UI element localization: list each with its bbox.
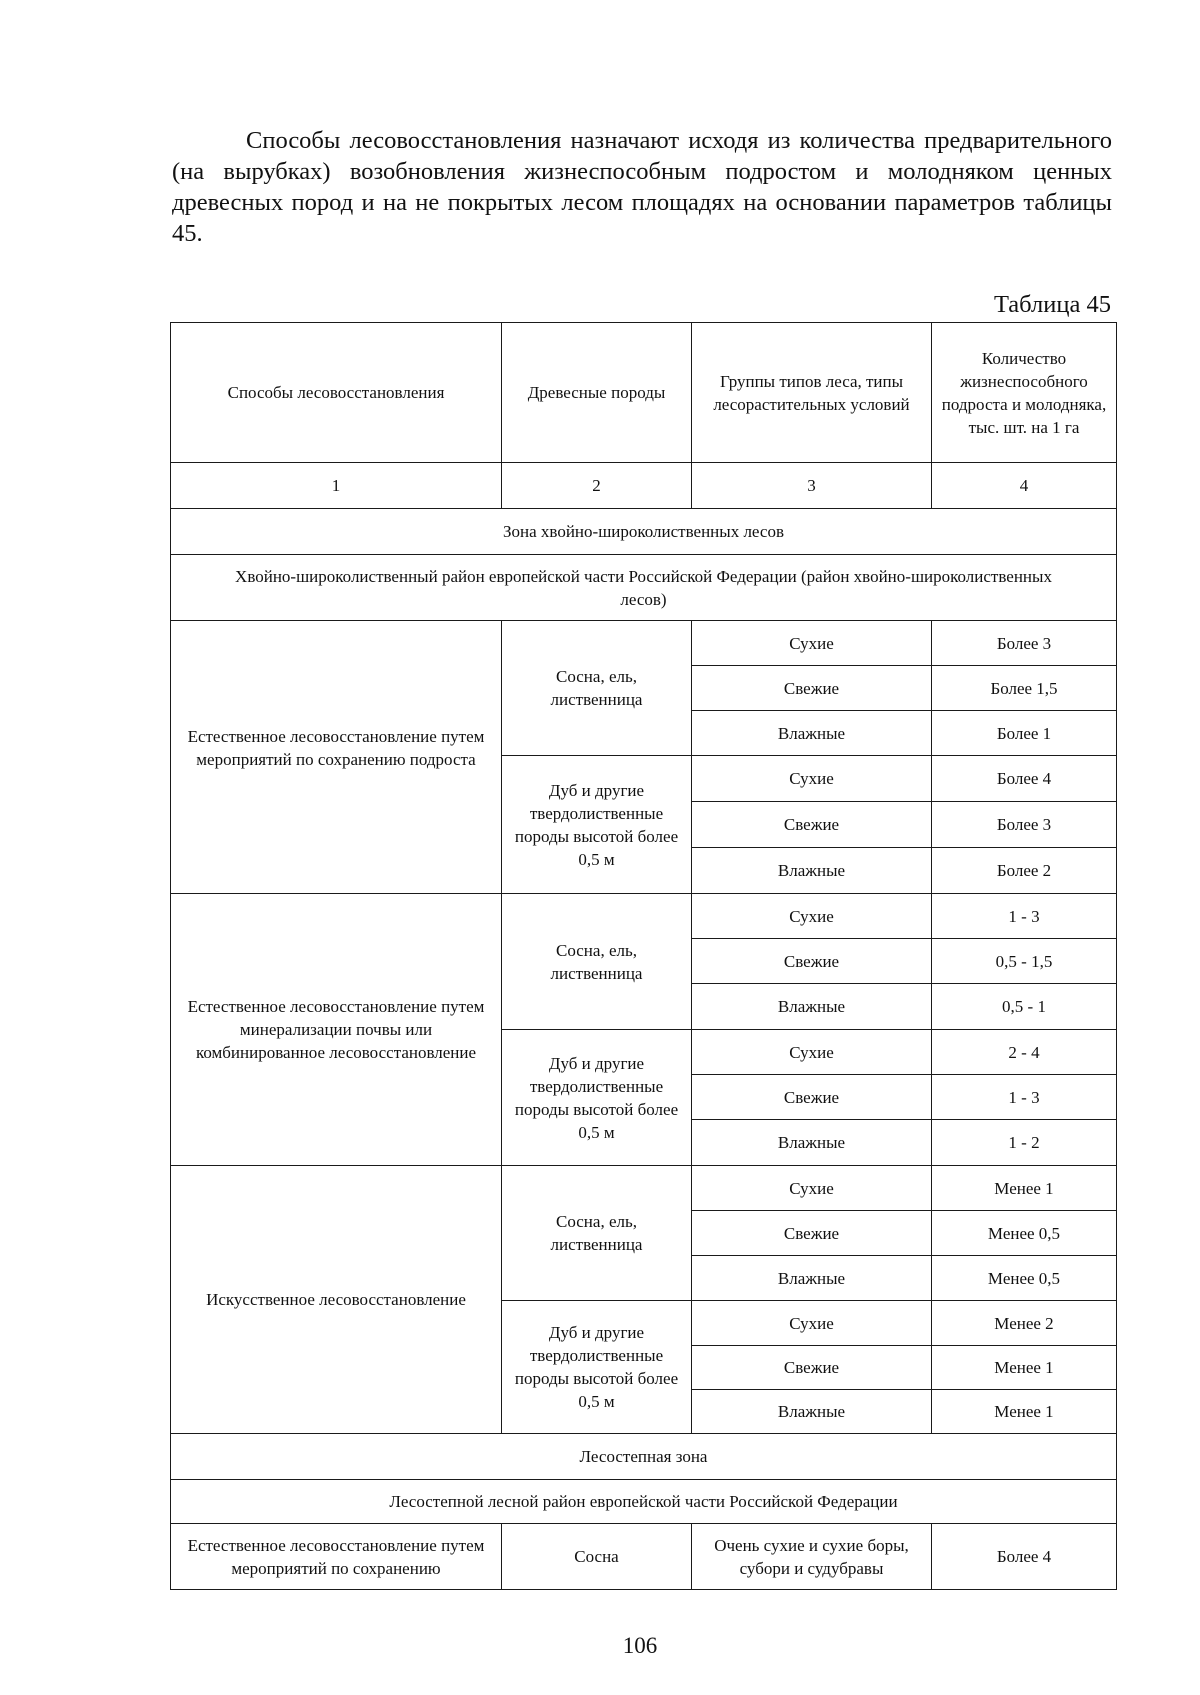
species-cell: Дуб и другие твердолиственные породы высотой более 0,5 м (502, 1030, 692, 1166)
page-number: 106 (622, 1633, 658, 1658)
condition-cell: Сухие (692, 756, 932, 802)
species-cell: Сосна (502, 1524, 692, 1590)
species-cell: Дуб и другие твердолиственные породы высотой более 0,5 м (502, 756, 692, 894)
species-cell: Сосна, ель, лиственница (502, 621, 692, 756)
amount-cell: Менее 1 (932, 1346, 1117, 1390)
condition-cell: Сухие (692, 1030, 932, 1075)
column-number: 1 (171, 463, 502, 509)
amount-cell: Более 3 (932, 802, 1117, 848)
condition-cell: Очень сухие и сухие боры, субори и судубравы (692, 1524, 932, 1590)
species-cell: Дуб и другие твердолиственные породы высотой более 0,5 м (502, 1301, 692, 1434)
zone-heading: Лесостепная зона (171, 1434, 1117, 1480)
condition-cell: Влажные (692, 848, 932, 894)
column-number: 2 (502, 463, 692, 509)
header-cell: Древесные породы (502, 323, 692, 463)
amount-cell: 0,5 - 1 (932, 984, 1117, 1030)
header-cell: Способы лесовосстановления (171, 323, 502, 463)
amount-cell: 1 - 3 (932, 1075, 1117, 1120)
species-cell: Сосна, ель, лиственница (502, 894, 692, 1030)
condition-cell: Влажные (692, 984, 932, 1030)
amount-cell: 1 - 2 (932, 1120, 1117, 1166)
condition-cell: Свежие (692, 802, 932, 848)
condition-cell: Сухие (692, 894, 932, 939)
zone-heading: Зона хвойно-широколиственных лесов (171, 509, 1117, 555)
method-cell: Искусственное лесовосстановление (171, 1166, 502, 1434)
species-cell: Сосна, ель, лиственница (502, 1166, 692, 1301)
table-caption: Таблица 45 (993, 291, 1111, 318)
column-number: 3 (692, 463, 932, 509)
amount-cell: Менее 2 (932, 1301, 1117, 1346)
condition-cell: Сухие (692, 621, 932, 666)
region-heading: Хвойно-широколиственный район европейской части Российской Федерации (район хвойно-широколиственных лесов) (171, 555, 1117, 621)
column-number: 4 (932, 463, 1117, 509)
intro-paragraph: Способы лесовосстановления назначают исходя из количества предварительного (на вырубках) возобновления жизнеспособным подростом и молодняком ценных древесных пород и на не покрытых лесом площадях на основании параметров таблицы 45. (172, 127, 1112, 247)
condition-cell: Сухие (692, 1301, 932, 1346)
amount-cell: Более 1 (932, 711, 1117, 756)
amount-cell: 1 - 3 (932, 894, 1117, 939)
method-cell: Естественное лесовосстановление путем мероприятий по сохранению подроста (171, 621, 502, 894)
condition-cell: Сухие (692, 1166, 932, 1211)
condition-cell: Влажные (692, 1120, 932, 1166)
amount-cell: 2 - 4 (932, 1030, 1117, 1075)
amount-cell: Более 1,5 (932, 666, 1117, 711)
amount-cell: Менее 0,5 (932, 1211, 1117, 1256)
condition-cell: Свежие (692, 1075, 932, 1120)
method-cell: Естественное лесовосстановление путем минерализации почвы или комбинированное лесовосстановление (171, 894, 502, 1166)
amount-cell: Более 4 (932, 756, 1117, 802)
method-cell: Естественное лесовосстановление путем мероприятий по сохранению (171, 1524, 502, 1590)
amount-cell: Более 4 (932, 1524, 1117, 1590)
amount-cell: Более 2 (932, 848, 1117, 894)
condition-cell: Свежие (692, 939, 932, 984)
amount-cell: Менее 0,5 (932, 1256, 1117, 1301)
amount-cell: Менее 1 (932, 1390, 1117, 1434)
condition-cell: Свежие (692, 666, 932, 711)
region-heading: Лесостепной лесной район европейской части Российской Федерации (171, 1480, 1117, 1524)
header-cell: Группы типов леса, типы лесорастительных условий (692, 323, 932, 463)
condition-cell: Влажные (692, 711, 932, 756)
header-cell: Количество жизнеспособного подроста и молодняка, тыс. шт. на 1 га (932, 323, 1117, 463)
amount-cell: Более 3 (932, 621, 1117, 666)
amount-cell: 0,5 - 1,5 (932, 939, 1117, 984)
condition-cell: Влажные (692, 1256, 932, 1301)
condition-cell: Свежие (692, 1211, 932, 1256)
amount-cell: Менее 1 (932, 1166, 1117, 1211)
condition-cell: Влажные (692, 1390, 932, 1434)
condition-cell: Свежие (692, 1346, 932, 1390)
